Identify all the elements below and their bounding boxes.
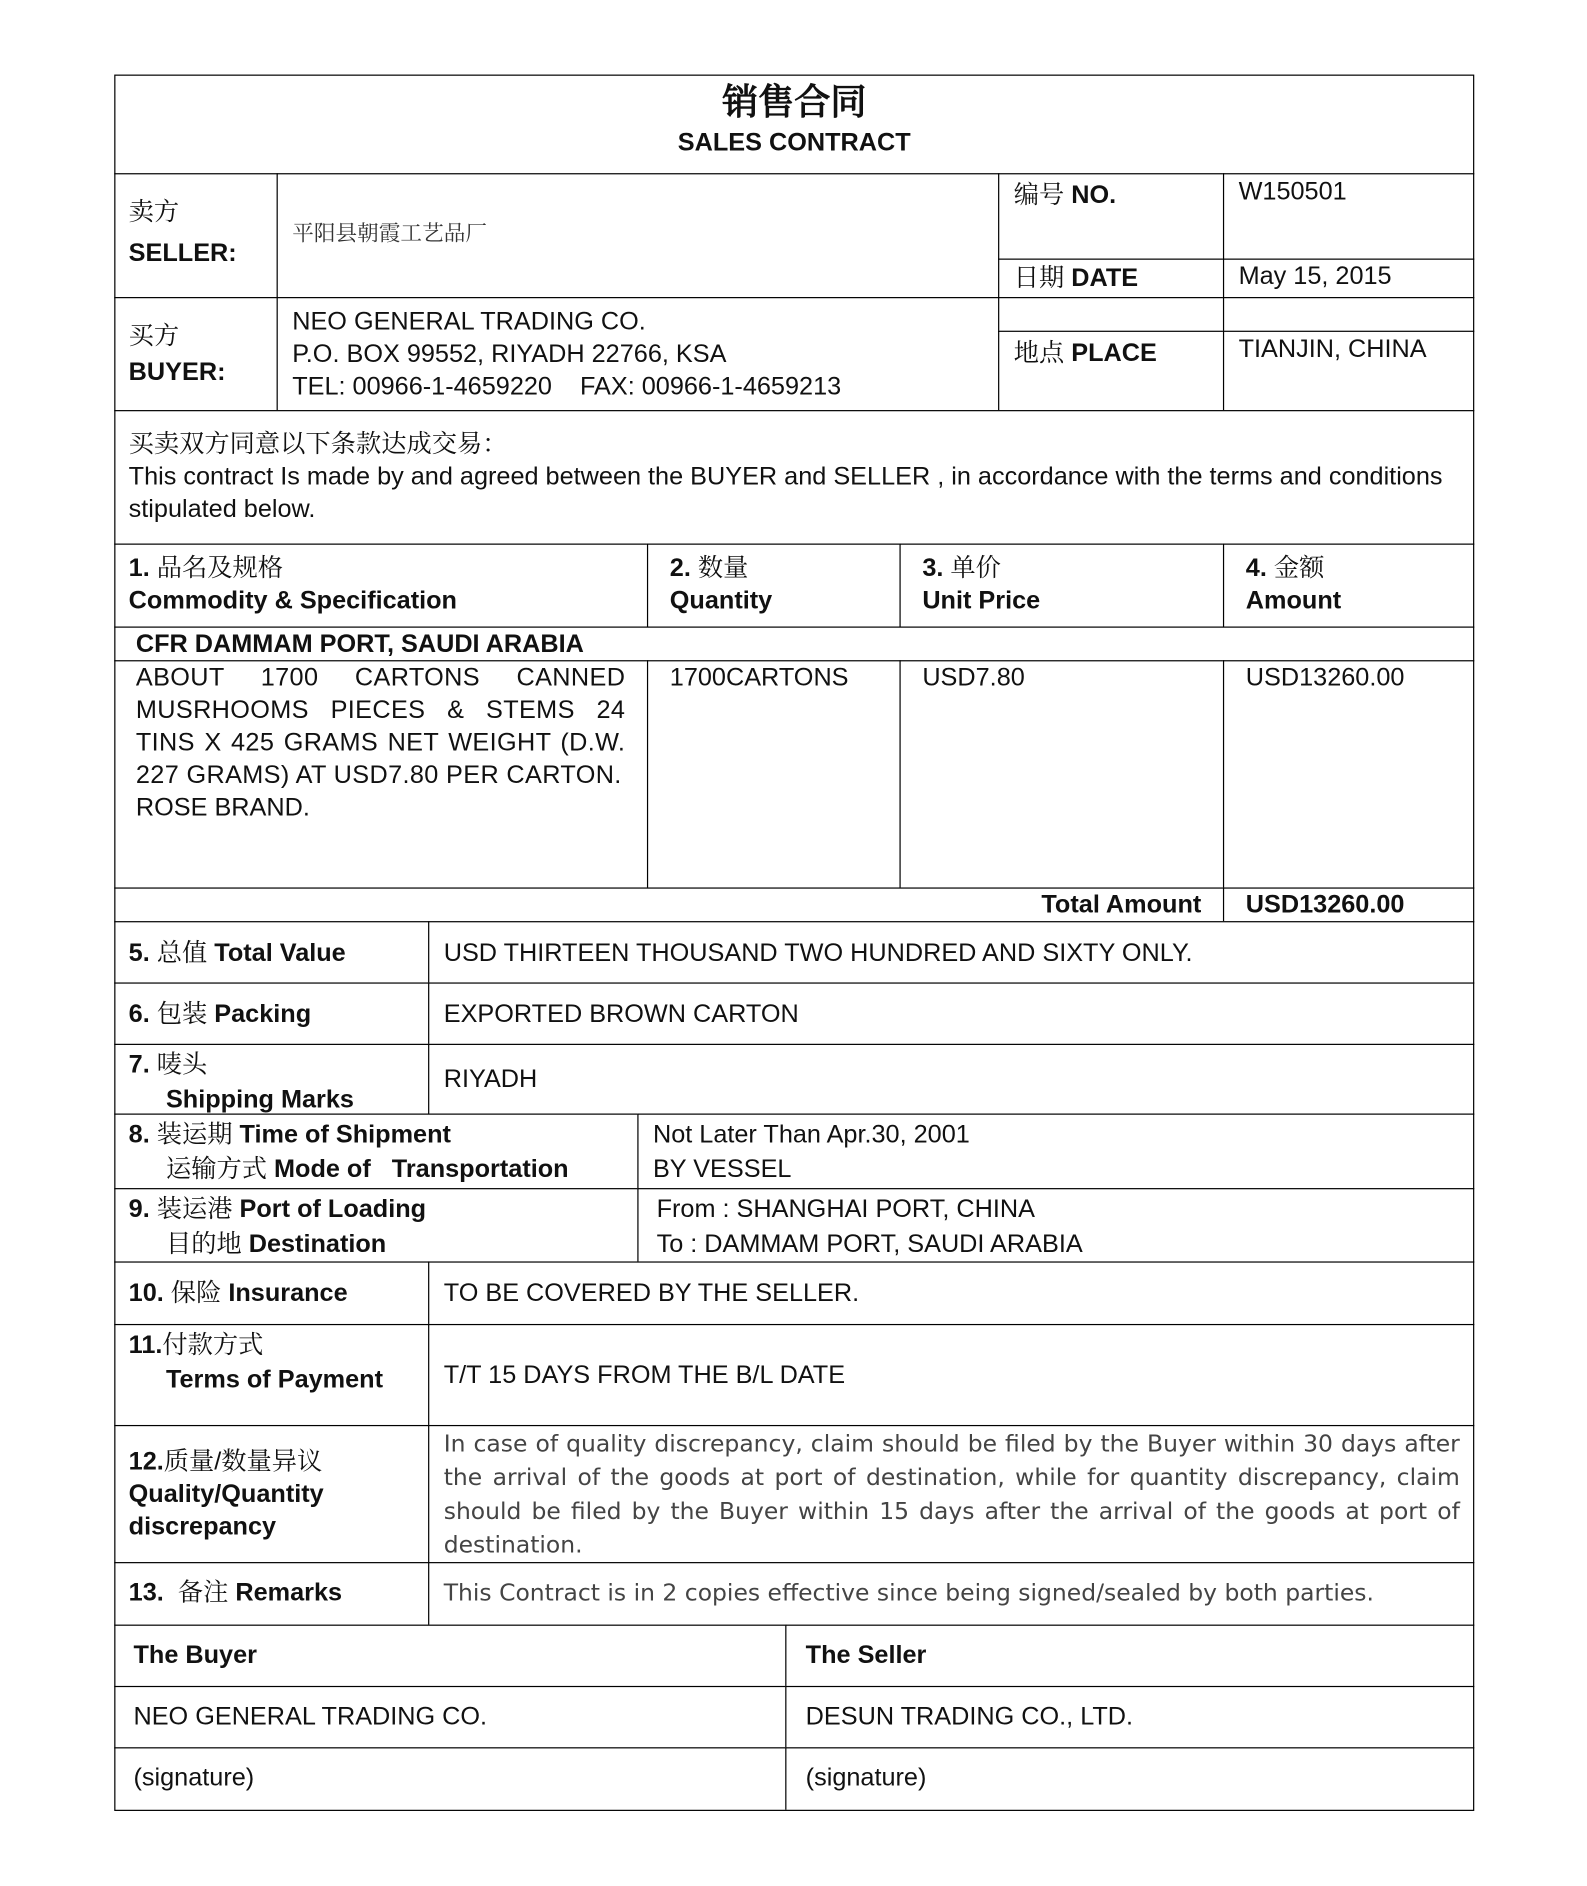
term-zh: 保险 (170, 1279, 222, 1308)
total-amount-value: USD13260.00 (1223, 887, 1474, 921)
term-en: Remarks (235, 1578, 343, 1607)
term-label-shipment (114, 1114, 637, 1189)
term-en: Total Value (214, 939, 346, 967)
title-zh: 销售合同 (722, 82, 867, 123)
destination: To : DAMMAM PORT, SAUDI ARABIA (656, 1230, 1083, 1258)
term-value-ports (637, 1188, 1474, 1261)
term-en: Time of Shipment (239, 1120, 451, 1149)
date-value: May 15, 2015 (1223, 259, 1474, 297)
term-num: 13. (128, 1578, 164, 1607)
term-value-shipment (637, 1114, 1474, 1189)
column-header-unit-price (899, 544, 1222, 627)
term-num: 5. (128, 939, 150, 967)
title-en: SALES CONTRACT (677, 128, 911, 157)
term-label-shipping-marks (114, 1044, 428, 1114)
term-num: 9. (128, 1195, 150, 1223)
term-label-insurance (114, 1261, 428, 1324)
term-zh: 包装 (156, 1000, 208, 1029)
term-num: 11. (128, 1331, 163, 1359)
item-brand: ROSE BRAND. (135, 793, 310, 822)
term-value-payment: T/T 15 DAYS FROM THE B/L DATE (428, 1324, 1474, 1425)
buyer-label-zh: 买方 (128, 322, 180, 350)
empty-cell (1223, 297, 1474, 331)
term-label-packing (114, 982, 428, 1043)
no-label-en: NO. (1071, 181, 1117, 210)
seller-sign-name: DESUN TRADING CO., LTD. (785, 1686, 1474, 1747)
term-value-packing: EXPORTED BROWN CARTON (428, 982, 1474, 1043)
term-num: 12. (128, 1447, 164, 1476)
term-value-insurance: TO BE COVERED BY THE SELLER. (428, 1261, 1474, 1324)
item-description-text: ABOUT 1700 CARTONS CANNED MUSRHOOMS PIECES & STEMS 24 TINS X 425 GRAMS NET WEIGHT (D.W. 227 GRAMS) AT USD7.80 PER CARTON. (135, 663, 626, 789)
term-zh: 装运港 (156, 1195, 233, 1223)
column-zh: 品名及规格 (156, 554, 284, 583)
port-of-loading: From : SHANGHAI PORT, CHINA (656, 1195, 1035, 1223)
term-label-discrepancy (114, 1425, 428, 1562)
agreement-en: This contract Is made by and agreed between the BUYER and SELLER , in accordance with the terms and conditions stipulated below. (128, 462, 1443, 524)
column-en: Quantity (669, 586, 773, 615)
term-label-total-value (114, 921, 428, 982)
column-num: 3. (922, 554, 944, 583)
seller-signature: (signature) (785, 1747, 1474, 1810)
trade-term: CFR DAMMAM PORT, SAUDI ARABIA (114, 627, 1474, 661)
term-label-ports (114, 1188, 637, 1261)
term-zh: 唛头 (156, 1050, 208, 1079)
term-en: Packing (214, 1000, 312, 1029)
empty-cell (998, 297, 1223, 331)
term-en: Quality/Quantity discrepancy (128, 1480, 324, 1541)
buyer-name: NEO GENERAL TRADING CO. (292, 307, 646, 336)
term-value-remarks: This Contract is in 2 copies effective since being signed/sealed by both parties. (428, 1562, 1474, 1625)
shipment-time: Not Later Than Apr.30, 2001 (652, 1120, 970, 1149)
buyer-value (277, 297, 999, 410)
column-header-amount (1223, 544, 1474, 627)
term-value-discrepancy: In case of quality discrepancy, claim should be filed by the Buyer within 30 days after the arrival of the goods at port of destination, while for quantity discrepancy, claim should be filed by the Buyer within 15 days after the arrival of the goods at port of destination. (428, 1425, 1474, 1562)
seller-label-zh: 卖方 (128, 198, 180, 227)
term-label-remarks (114, 1562, 428, 1625)
term-value-total-value: USD THIRTEEN THOUSAND TWO HUNDRED AND SIXTY ONLY. (428, 921, 1474, 982)
date-label-en: DATE (1071, 264, 1139, 293)
term-en: Insurance (228, 1279, 348, 1308)
seller-sign-label: The Seller (785, 1625, 1474, 1686)
date-label-zh: 日期 (1013, 264, 1065, 293)
term-zh: 质量/数量异议 (163, 1447, 323, 1476)
term-en: Shipping Marks (165, 1085, 354, 1114)
column-header-quantity (647, 544, 900, 627)
term-zh: 备注 (177, 1578, 229, 1607)
term-zh: 运输方式 (165, 1155, 267, 1184)
shipment-mode: BY VESSEL (652, 1155, 792, 1184)
term-en: Mode of Transportation (273, 1155, 569, 1184)
term-en: Port of Loading (239, 1195, 427, 1223)
column-num: 1. (128, 554, 150, 583)
total-amount-label: Total Amount (114, 887, 1223, 921)
term-en: Terms of Payment (165, 1366, 383, 1394)
date-label (998, 259, 1223, 297)
term-num: 10. (128, 1279, 164, 1308)
place-label-en: PLACE (1071, 339, 1157, 367)
buyer-signature: (signature) (114, 1747, 785, 1810)
term-zh: 目的地 (165, 1230, 242, 1258)
seller-label (114, 173, 276, 297)
column-header-commodity (114, 544, 647, 627)
place-label (998, 331, 1223, 410)
column-num: 4. (1245, 554, 1267, 583)
column-en: Commodity & Specification (128, 586, 457, 615)
term-value-shipping-marks: RIYADH (428, 1044, 1474, 1114)
term-num: 8. (128, 1120, 150, 1149)
buyer-label-en: BUYER: (128, 358, 226, 387)
seller-value: 平阳县朝霞工艺品厂 (277, 173, 999, 297)
column-zh: 金额 (1273, 554, 1325, 583)
term-num: 6. (128, 1000, 150, 1029)
buyer-sign-label: The Buyer (114, 1625, 785, 1686)
agreement (114, 410, 1474, 543)
column-zh: 数量 (697, 554, 749, 583)
column-num: 2. (669, 554, 691, 583)
column-en: Unit Price (922, 586, 1041, 615)
term-zh: 付款方式 (162, 1331, 264, 1359)
no-label (998, 173, 1223, 258)
no-value: W150501 (1223, 173, 1474, 258)
buyer-sign-name: NEO GENERAL TRADING CO. (114, 1686, 785, 1747)
item-quantity: 1700CARTONS (647, 660, 900, 887)
buyer-contact: TEL: 00966-1-4659220 FAX: 00966-1-4659213 (292, 372, 842, 401)
item-description (114, 660, 647, 887)
term-num: 7. (128, 1050, 150, 1079)
term-zh: 总值 (156, 939, 208, 967)
no-label-zh: 编号 (1013, 181, 1065, 210)
title-block (114, 75, 1474, 174)
seller-label-en: SELLER: (128, 239, 237, 267)
item-amount: USD13260.00 (1223, 660, 1474, 887)
column-zh: 单价 (950, 554, 1001, 583)
agreement-zh: 买卖双方同意以下条款达成交易： (128, 430, 508, 459)
place-value: TIANJIN, CHINA (1223, 331, 1474, 410)
item-unit-price: USD7.80 (899, 660, 1222, 887)
term-label-payment (114, 1324, 428, 1425)
buyer-address: P.O. BOX 99552, RIYADH 22766, KSA (292, 340, 727, 368)
term-en: Destination (248, 1230, 387, 1258)
column-en: Amount (1245, 586, 1342, 615)
buyer-label (114, 297, 276, 410)
place-label-zh: 地点 (1013, 339, 1065, 367)
term-zh: 装运期 (156, 1120, 233, 1149)
